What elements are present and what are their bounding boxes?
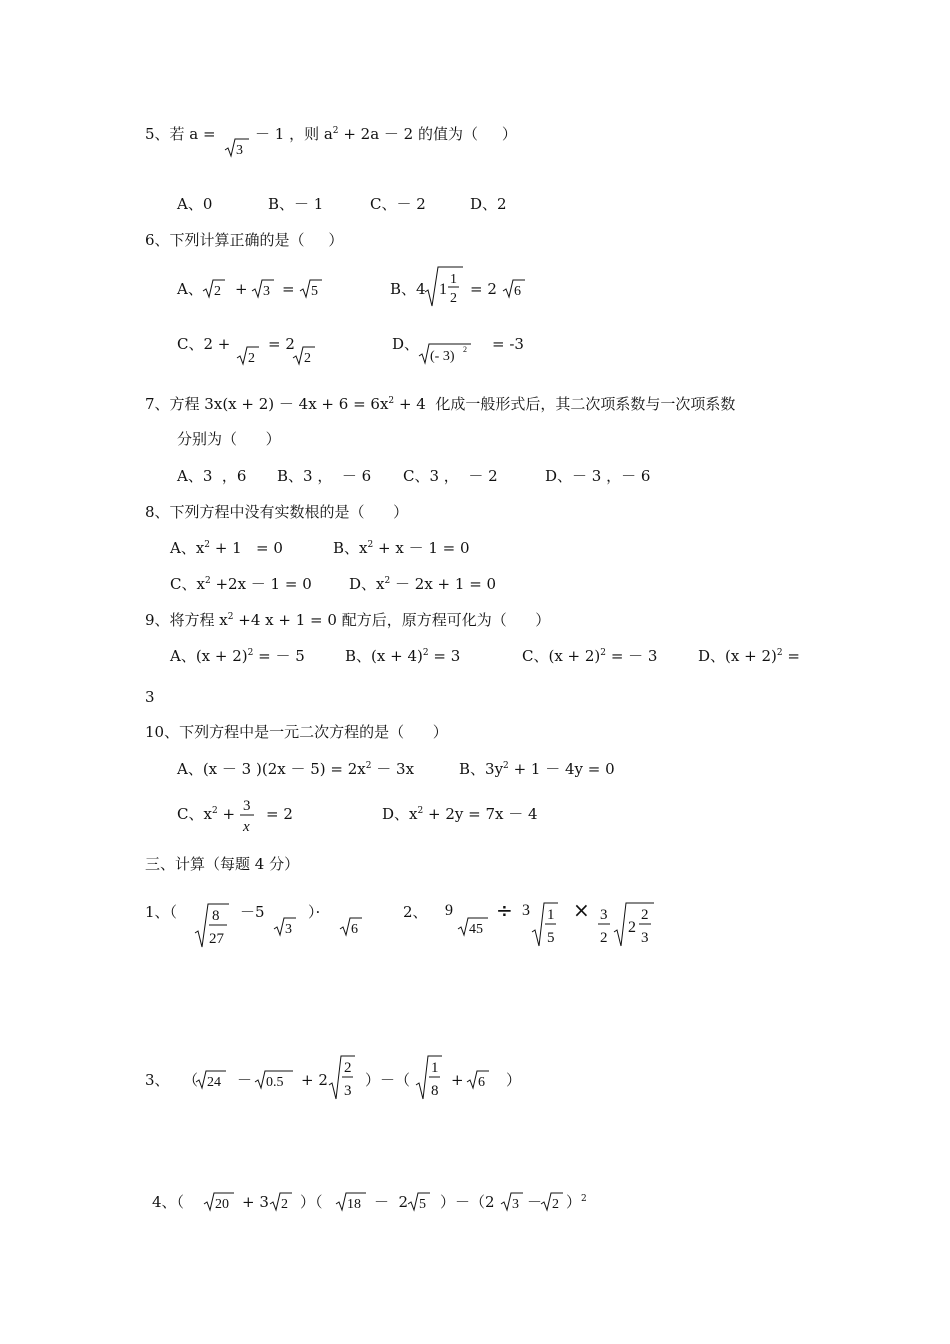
q5-exp: 2	[332, 126, 339, 136]
q5-option-a: A、0	[177, 195, 213, 213]
q6-b-label: B、4	[390, 280, 426, 298]
svg-text:27: 27	[209, 931, 224, 947]
q6-c-sqrt2b	[293, 346, 317, 366]
q7-option-d: D、－ 3 ，－ 6	[545, 467, 651, 485]
q6-a-eq: =	[282, 280, 295, 298]
calc2-three: 3	[522, 902, 530, 919]
svg-text:3: 3	[600, 907, 608, 923]
svg-text:1: 1	[450, 272, 457, 287]
calc1-close: ）·	[308, 903, 321, 921]
q8-stem: 8、下列方程中没有实数根的是（ ）	[145, 503, 409, 521]
svg-text:2: 2	[304, 351, 311, 366]
svg-text:8: 8	[212, 908, 220, 924]
q7-option-a: A、3 ，6	[177, 467, 247, 485]
q10-stem: 10、下列方程中是一元二次方程的是（ ）	[145, 723, 448, 741]
q10-option-c: C、$x^2$ +	[177, 805, 236, 823]
q5-sqrt3	[225, 138, 251, 158]
calc2-divide-sign: ÷	[496, 898, 513, 922]
q6-a-label: A、	[177, 280, 203, 298]
q9-stem: 9、将方程 $x^2 +4$ x + 1 = 0 配方后，原方程可化为（ ）	[145, 611, 551, 629]
calc4-plus3: + 3	[242, 1193, 269, 1211]
q9-option-a: A、$(x + 2)^2$ = － 5	[170, 647, 305, 665]
q8-option-d: D、$x^2 - 2x + 1 = 0$	[349, 575, 497, 593]
svg-text:2: 2	[214, 284, 221, 299]
calc1-sqrt3	[274, 917, 298, 937]
q6-b-sqrt6	[503, 279, 527, 299]
svg-text:5: 5	[547, 930, 555, 946]
svg-text:2: 2	[628, 919, 636, 936]
calc2-sqrt45	[458, 917, 490, 937]
calc2-fraction	[598, 902, 612, 948]
svg-text:8: 8	[431, 1083, 439, 1099]
svg-text:0.5: 0.5	[266, 1075, 284, 1090]
calc2-label: 2、	[403, 903, 428, 921]
svg-text:45: 45	[469, 922, 483, 937]
q10-option-b: B、$3y^2 + 1 - 4y = 0$	[459, 760, 615, 778]
calc4-sqrt2b	[541, 1192, 565, 1212]
q6-d-label: D、	[392, 335, 420, 353]
q6-c-sqrt2a	[237, 346, 261, 366]
svg-text:6: 6	[351, 922, 358, 937]
q10-c-eq: = 2	[266, 805, 293, 823]
q6-a-sqrt2	[203, 279, 227, 299]
calc4-sqrt2a	[270, 1192, 294, 1212]
svg-text:3: 3	[344, 1083, 352, 1099]
q9-option-d: D、$(x + 2)^2$ =	[698, 647, 800, 665]
svg-text:2: 2	[344, 1060, 352, 1076]
q6-a-sqrt5	[300, 279, 324, 299]
calc2-sqrt-mixed	[614, 902, 656, 948]
svg-text:2: 2	[552, 1197, 559, 1212]
svg-text:2: 2	[463, 345, 467, 354]
q6-a-sqrt3	[252, 279, 276, 299]
calc3-plus: +	[451, 1071, 464, 1089]
calc1-sqrt6	[340, 917, 364, 937]
calc1-sqrt-fraction	[195, 903, 231, 949]
q9-option-d-wrap: 3	[145, 688, 155, 706]
svg-text:6: 6	[478, 1075, 485, 1090]
calc3-close: ）	[506, 1071, 522, 1089]
calc4-mid2: ）－（2	[440, 1193, 495, 1211]
calc4-sqrt20	[204, 1192, 236, 1212]
q8-option-b: B、$x^2 + x - 1 = 0$	[333, 539, 470, 557]
q10-option-a: A、(x － 3 )$(2x - 5) = 2x^2 - 3x$	[177, 760, 415, 778]
svg-text:24: 24	[207, 1075, 221, 1090]
q8-option-c: C、$x^2 +2x - 1 = 0$	[170, 575, 312, 593]
svg-text:3: 3	[243, 798, 251, 814]
calc3-mid: ）－（	[365, 1071, 411, 1089]
svg-text:2: 2	[641, 907, 649, 923]
calc2-nine: 9	[445, 902, 453, 919]
q6-c-label: C、2 +	[177, 335, 231, 353]
svg-text:3: 3	[285, 922, 292, 937]
q7-line1: 7、方程 3x(x + 2) － 4x + 6 = 6x	[145, 395, 389, 413]
q7-line2: 分别为（ ）	[177, 430, 281, 448]
calc4-minus2: － 2	[374, 1193, 409, 1211]
calc4-minus: －	[527, 1193, 543, 1211]
svg-text:2: 2	[450, 291, 457, 306]
calc2-sqrt-one-fifth	[532, 902, 560, 948]
q10-c-fraction	[240, 795, 256, 837]
q8-option-a: A、$x^2 + 1 = 0$	[170, 539, 283, 557]
calc4-mid1: ）（	[300, 1193, 323, 1211]
q6-stem: 6、下列计算正确的是（ ）	[145, 231, 344, 249]
calc3-sqrt6	[467, 1070, 491, 1090]
calc2-times-sign: ×	[573, 898, 590, 922]
calc3-label: 3、	[145, 1071, 170, 1089]
svg-text:(- 3): (- 3)	[430, 349, 455, 364]
svg-text:2: 2	[281, 1197, 288, 1212]
q5-rest: － 1 ，则 a	[255, 125, 333, 143]
calc4-sqrt3	[501, 1192, 525, 1212]
svg-text:5: 5	[311, 284, 318, 299]
svg-text:5: 5	[419, 1197, 426, 1212]
svg-text:20: 20	[215, 1197, 229, 1212]
svg-text:3: 3	[263, 284, 270, 299]
svg-text:x: x	[243, 819, 250, 835]
svg-text:18: 18	[347, 1197, 361, 1212]
q9-option-b: B、$(x + 4)^2 = 3$	[345, 647, 461, 665]
calc3-sqrt05	[255, 1070, 295, 1090]
q5-stem: 5、若 a =	[145, 125, 216, 143]
calc3-sqrt-two-thirds	[329, 1055, 357, 1101]
q6-b-eq: = 2	[470, 280, 497, 298]
q5-rad: 3	[236, 143, 243, 158]
calc3-sqrt-one-eighth	[416, 1055, 444, 1101]
q7-option-b: B、3 ， － 6	[277, 467, 372, 485]
q10-option-d: D、$x^2 + 2y = 7x - 4$	[382, 805, 538, 823]
q6-b-sqrt-mixed	[425, 266, 465, 308]
q5-option-d: D、2	[470, 195, 507, 213]
q5-option-b: B、－ 1	[268, 195, 324, 213]
q6-a-plus: +	[235, 280, 248, 298]
svg-text:3: 3	[641, 930, 649, 946]
q7-line1b: + 4 化成一般形式后，其二次项系数与一次项系数	[398, 395, 736, 413]
svg-text:6: 6	[514, 284, 521, 299]
svg-text:1: 1	[439, 281, 447, 298]
q6-d-eq: = -3	[492, 335, 524, 353]
svg-text:1: 1	[547, 907, 555, 923]
q5-option-c: C、－ 2	[370, 195, 426, 213]
calc4-sqrt18	[336, 1192, 368, 1212]
calc1-label: 1、（	[145, 903, 178, 921]
svg-text:3: 3	[512, 1197, 519, 1212]
q5-rest2: + 2a － 2 的值为（ ）	[343, 125, 517, 143]
calc4-close: ）$^2$	[566, 1193, 587, 1211]
svg-text:2: 2	[248, 351, 255, 366]
section-title: 三、计算（每题 4 分）	[145, 855, 300, 873]
svg-text:2: 2	[600, 930, 608, 946]
q7-option-c: C、3 ， － 2	[403, 467, 498, 485]
calc3-minus: －	[237, 1071, 253, 1089]
calc4-label: 4、（	[152, 1193, 185, 1211]
calc1-minus5: －5	[240, 903, 265, 921]
q6-c-eq: = 2	[268, 335, 295, 353]
calc3-sqrt24	[196, 1070, 228, 1090]
calc4-sqrt5	[408, 1192, 432, 1212]
calc3-plus2: + 2	[301, 1071, 328, 1089]
svg-text:1: 1	[431, 1060, 439, 1076]
calc3-open: （	[183, 1071, 199, 1089]
q6-d-sqrt	[419, 343, 475, 365]
q9-option-c: C、$(x + 2)^2$ = － 3	[522, 647, 658, 665]
